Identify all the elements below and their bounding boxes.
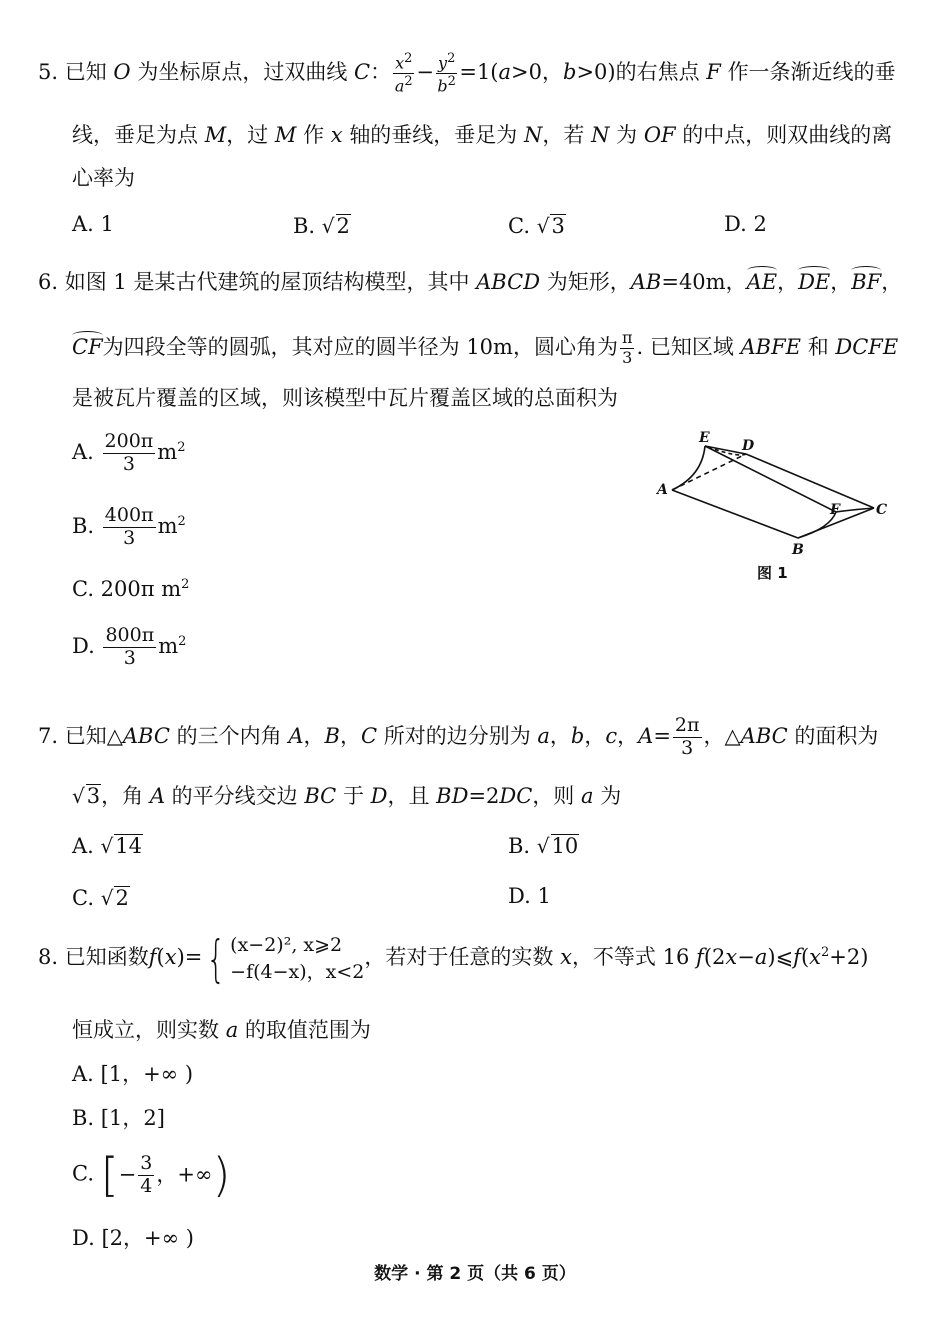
q6-line1: 6. 如图 1 是某古代建筑的屋顶结构模型，其中 ABCD 为矩形，AB=40m，AE，DE，BF， — [38, 270, 903, 294]
q8-case2: −f(4−x)，x<2 — [230, 960, 365, 983]
arc-ae — [672, 446, 705, 490]
q6-option-a[interactable]: A. $\frac{200\pi}{3}$ $m^2$ — [72, 430, 186, 475]
q6-option-d[interactable]: D. $\frac{800\pi}{3}$ $m^2$ — [72, 624, 187, 669]
edge-ef — [705, 446, 836, 512]
q7-option-d[interactable]: D. 1 — [508, 884, 551, 908]
q8-line1: 8. 已知函数f(x)={ (x−2)², x⩾2 −f(4−x)，x<2 ，若对于任意的实数 x，不等式 16 $f(2x-a)⩽f(x^2+2)$ — [38, 929, 869, 988]
q8-line2: 恒成立，则实数 a 的取值范围为 — [72, 1018, 371, 1042]
q7-option-a[interactable]: A. √14 — [72, 834, 143, 858]
q5-option-c[interactable]: C. √3 — [508, 214, 565, 238]
label-f: F — [830, 502, 840, 518]
q6-option-c[interactable]: C. 200π $m^2$ — [72, 577, 190, 601]
q5-option-a[interactable]: A. 1 — [72, 212, 114, 236]
edge-ab — [672, 490, 798, 538]
q8-option-c[interactable]: C. [− $\frac{3}{4}$ ，+∞) — [72, 1148, 231, 1202]
page-footer: 数学 · 第 2 页（共 6 页） — [374, 1264, 576, 1284]
q7-option-c[interactable]: C. √2 — [72, 886, 129, 910]
q6-line2: CF为四段全等的圆弧，其对应的圆半径为 10m，圆心角为 $\frac{\pi}{3}$ . 已知区域 ABFE 和 DCFE — [72, 328, 899, 367]
edge-ad-dashed — [672, 454, 746, 490]
label-e: E — [699, 430, 710, 446]
label-a: A — [657, 482, 668, 498]
q5-line2: 线，垂足为点 M，过 M 作 x 轴的垂线，垂足为 N，若 N 为 OF 的中点，则双曲线的离 — [72, 123, 893, 147]
label-b: B — [792, 542, 804, 558]
q8-case1: (x−2)², x⩾2 — [230, 934, 343, 956]
label-d: D — [742, 438, 755, 454]
q6-option-b[interactable]: B. $\frac{400\pi}{3}$ $m^2$ — [72, 504, 186, 549]
q5-line3: 心率为 — [72, 166, 135, 190]
q7-line1: 7. 已知△ABC 的三个内角 A，B，C 所对的边分别为 a，b，c，A= $\frac{2\pi}{3}$ ，△ABC 的面积为 — [38, 714, 879, 759]
q8-option-d[interactable]: D. [2，+∞ ) — [72, 1226, 194, 1250]
q7-option-b[interactable]: B. √10 — [508, 834, 579, 858]
edge-dc — [746, 454, 874, 508]
q8-option-a[interactable]: A. [1，+∞ ) — [72, 1062, 194, 1086]
q8-option-b[interactable]: B. [1，2] — [72, 1106, 165, 1130]
figure-caption: 图 1 — [757, 564, 788, 582]
q7-line2: √3，角 A 的平分线交边 BC 于 D，且 BD=2DC，则 a 为 — [72, 784, 622, 808]
q5-option-d[interactable]: D. 2 — [724, 212, 767, 236]
q5-line1: 5. 已知 O 为坐标原点，过双曲线 C： $\frac{x^2}{a^2}$ − $\frac{y^2}{b^2}$ =1(a>0，b>0)的右焦点 F 作一条渐近线的垂 — [38, 51, 896, 96]
q6-line3: 是被瓦片覆盖的区域，则该模型中瓦片覆盖区域的总面积为 — [72, 386, 618, 410]
label-c: C — [876, 502, 888, 518]
q5-option-b[interactable]: B. √2 — [293, 214, 350, 238]
